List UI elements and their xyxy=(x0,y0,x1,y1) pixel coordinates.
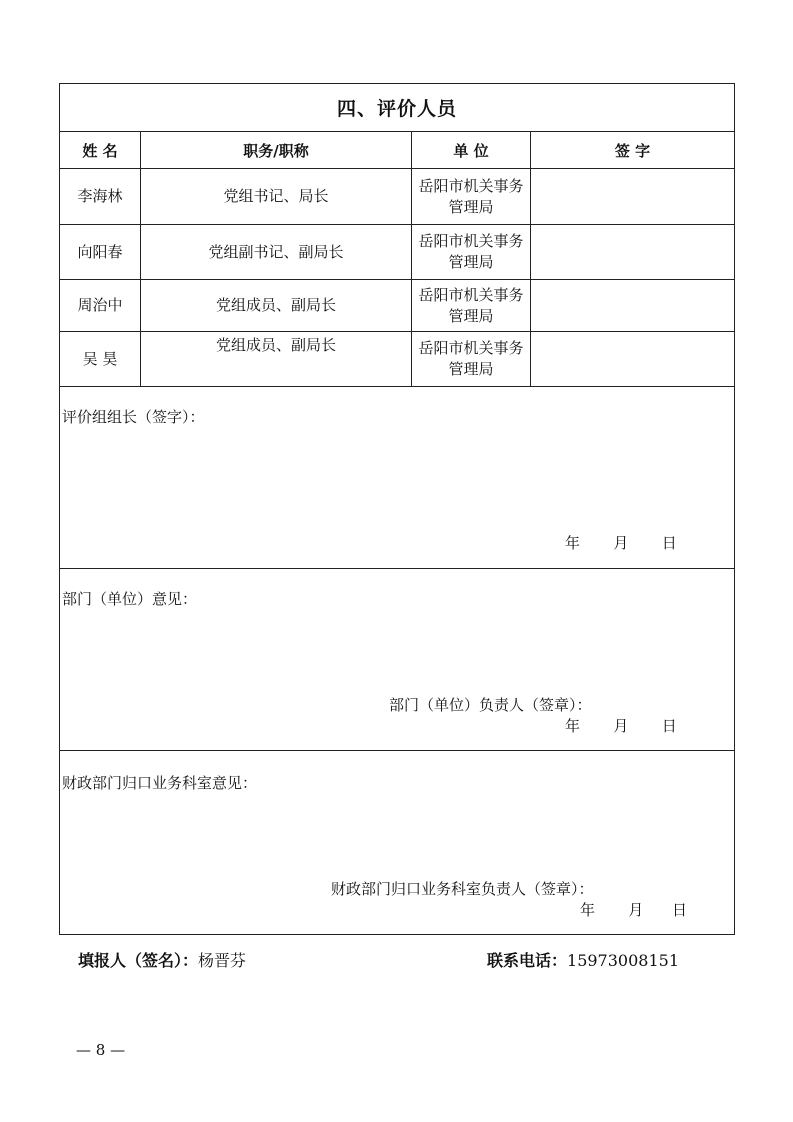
leader-date: 年 月 日 xyxy=(565,534,677,552)
row-unit: 岳阳市机关事务 管理局 xyxy=(418,339,524,378)
row-name: 向阳春 xyxy=(77,242,123,261)
row-unit: 岳阳市机关事务 管理局 xyxy=(418,285,524,325)
row-signature xyxy=(531,169,734,224)
row-title: 党组副书记、副局长 xyxy=(208,242,344,261)
evaluation-form xyxy=(59,83,735,935)
filler-label: 填报人（签名）： xyxy=(78,951,199,970)
dept-date: 年 月 日 xyxy=(565,717,677,735)
divider xyxy=(60,568,734,569)
row-signature xyxy=(531,225,734,279)
header-unit: 单 位 xyxy=(453,141,489,160)
filler-info xyxy=(78,948,246,971)
row-unit: 岳阳市机关事务 管理局 xyxy=(418,232,524,271)
leader-signature-label: 评价组组长（签字）： xyxy=(62,408,205,426)
finance-date: 年 月 日 xyxy=(580,901,687,919)
header-name: 姓 名 xyxy=(82,141,118,160)
phone-info xyxy=(487,948,679,971)
filler-name: 杨晋芬 xyxy=(198,951,247,970)
row-name: 周治中 xyxy=(77,296,123,314)
dept-signer-label: 部门（单位）负责人（签章）： xyxy=(389,696,592,714)
dept-opinion-label: 部门（单位）意见： xyxy=(62,590,198,608)
row-signature xyxy=(531,332,734,386)
phone-label: 联系电话： xyxy=(487,951,568,970)
header-signature: 签 字 xyxy=(614,141,651,160)
row-name: 吴 昊 xyxy=(82,349,118,368)
finance-signer-label: 财政部门归口业务科室负责人（签章）： xyxy=(331,880,594,898)
section-title: 四、评价人员 xyxy=(336,98,457,120)
phone-number: 15973008151 xyxy=(567,951,679,970)
row-title: 党组成员、副局长 xyxy=(215,296,336,314)
row-signature xyxy=(531,280,734,331)
row-title: 党组书记、局长 xyxy=(223,187,329,205)
page-number: — 8 — xyxy=(76,1041,126,1059)
row-name: 李海林 xyxy=(77,187,123,205)
row-unit: 岳阳市机关事务 管理局 xyxy=(418,176,524,216)
header-title: 职务/职称 xyxy=(243,141,309,160)
finance-opinion-label: 财政部门归口业务科室意见： xyxy=(62,774,258,792)
divider xyxy=(60,386,734,387)
divider xyxy=(60,750,734,751)
row-title: 党组成员、副局长 xyxy=(215,336,336,354)
